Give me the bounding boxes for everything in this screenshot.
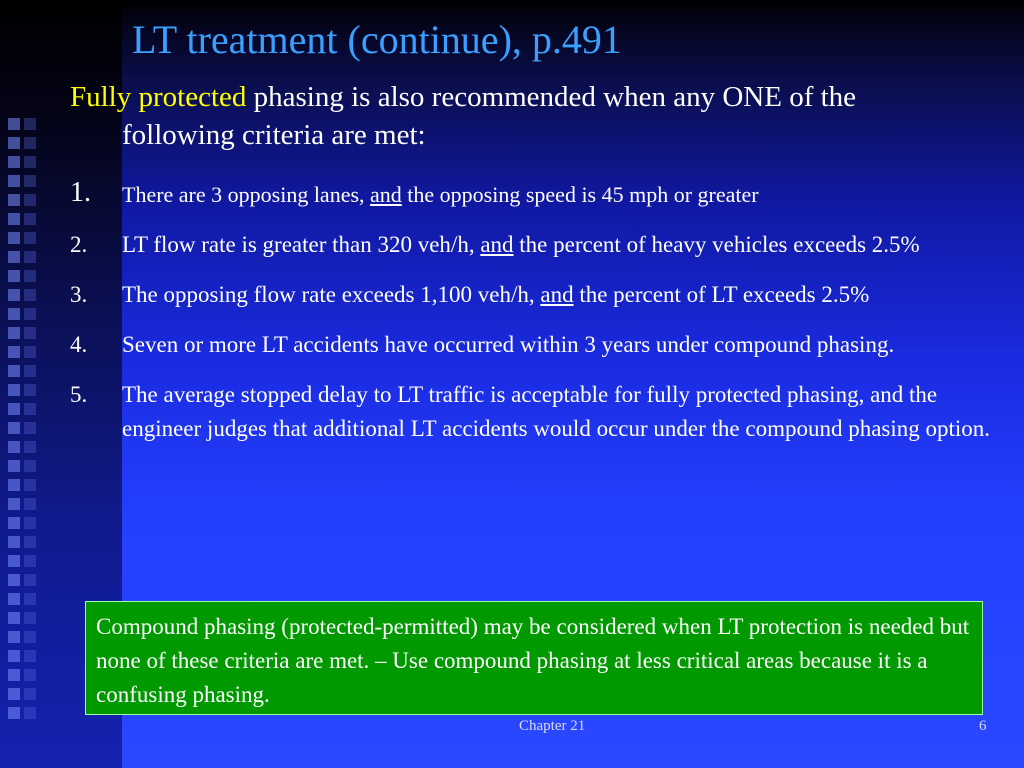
decorative-square <box>24 669 36 681</box>
criterion-text: The opposing flow rate exceeds 1,100 veh/h, <box>122 282 541 307</box>
decorative-square <box>24 593 36 605</box>
decorative-square <box>24 612 36 624</box>
decorative-square <box>8 270 20 282</box>
slide-title: LT treatment (continue), p.491 <box>132 17 622 62</box>
decorative-square <box>8 403 20 415</box>
decorative-square <box>8 593 20 605</box>
intro-continuation: following criteria are met: <box>122 119 426 151</box>
decorative-square <box>8 308 20 320</box>
decorative-square <box>24 251 36 263</box>
decorative-square <box>8 441 20 453</box>
decorative-square <box>24 498 36 510</box>
decorative-square <box>24 650 36 662</box>
decorative-square-row <box>8 574 44 586</box>
decorative-square <box>8 289 20 301</box>
decorative-square <box>24 308 36 320</box>
decorative-square-row <box>8 289 44 301</box>
criteria-list <box>70 178 1000 462</box>
decorative-square <box>8 460 20 472</box>
decorative-square-row <box>8 631 44 643</box>
decorative-square <box>8 175 20 187</box>
decorative-square <box>8 118 20 130</box>
decorative-square-row <box>8 669 44 681</box>
decorative-square <box>24 707 36 719</box>
decorative-square <box>24 555 36 567</box>
decorative-square <box>24 479 36 491</box>
decorative-square-row <box>8 384 44 396</box>
decorative-square <box>24 156 36 168</box>
decorative-square <box>8 137 20 149</box>
decorative-square <box>8 669 20 681</box>
criterion-number: 1. <box>70 177 91 208</box>
criterion-number: 3. <box>70 282 88 307</box>
decorative-square <box>8 574 20 586</box>
decorative-square-row <box>8 460 44 472</box>
decorative-square-row <box>8 536 44 548</box>
decorative-square-row <box>8 688 44 700</box>
criterion-number: 5. <box>70 382 88 407</box>
decorative-square <box>24 422 36 434</box>
decorative-square <box>24 441 36 453</box>
decorative-square <box>8 517 20 529</box>
decorative-square-row <box>8 707 44 719</box>
decorative-square <box>8 479 20 491</box>
decorative-square <box>8 327 20 339</box>
decorative-square-row <box>8 213 44 225</box>
criterion-2 <box>70 228 1000 262</box>
decorative-square-row <box>8 270 44 282</box>
criterion-text: LT flow rate is greater than 320 veh/h, <box>122 232 481 257</box>
decorative-square <box>8 555 20 567</box>
criterion-text: the opposing speed is 45 mph or greater <box>401 182 759 207</box>
decorative-square-row <box>8 403 44 415</box>
decorative-square-row <box>8 251 44 263</box>
decorative-square <box>24 175 36 187</box>
compound-phasing-note: Compound phasing (protected-permitted) may be considered when LT protection is needed but none of these criteria are met. – Use compound phasing at less critical areas because it is a confusing phasing. <box>85 601 983 715</box>
decorative-square <box>24 631 36 643</box>
decorative-square <box>24 365 36 377</box>
intro-paragraph <box>70 78 1010 154</box>
decorative-square <box>8 213 20 225</box>
criterion-number: 2. <box>70 232 88 257</box>
decorative-square <box>8 536 20 548</box>
intro-text: phasing is also recommended when any ONE of the <box>246 81 857 113</box>
decorative-square <box>24 232 36 244</box>
decorative-square <box>8 707 20 719</box>
decorative-square-row <box>8 156 44 168</box>
decorative-square <box>24 137 36 149</box>
decorative-square-row <box>8 650 44 662</box>
criterion-and: and <box>370 182 402 207</box>
decorative-square <box>24 574 36 586</box>
decorative-square-row <box>8 441 44 453</box>
decorative-square <box>24 327 36 339</box>
decorative-square-row <box>8 308 44 320</box>
criterion-text: There are 3 opposing lanes, <box>122 182 371 207</box>
decorative-square-row <box>8 555 44 567</box>
decorative-square <box>24 384 36 396</box>
decorative-square-row <box>8 479 44 491</box>
criterion-and: and <box>540 282 574 307</box>
decorative-square-row <box>8 327 44 339</box>
criterion-text: Seven or more LT accidents have occurred within 3 years under compound phasing. <box>122 332 895 357</box>
decorative-square <box>24 118 36 130</box>
decorative-square <box>24 194 36 206</box>
decorative-square-row <box>8 422 44 434</box>
criterion-number: 4. <box>70 332 88 357</box>
decorative-squares <box>8 118 44 726</box>
intro-highlight: Fully protected <box>70 81 247 113</box>
decorative-square <box>8 156 20 168</box>
decorative-square-row <box>8 232 44 244</box>
decorative-square <box>8 631 20 643</box>
decorative-square <box>24 517 36 529</box>
criterion-5 <box>70 378 1000 446</box>
decorative-square-row <box>8 612 44 624</box>
criterion-4 <box>70 328 1000 362</box>
decorative-square-row <box>8 517 44 529</box>
criterion-and: and <box>480 232 514 257</box>
decorative-square <box>24 289 36 301</box>
footer-chapter: Chapter 21 <box>519 718 586 734</box>
decorative-square <box>8 232 20 244</box>
decorative-square-row <box>8 593 44 605</box>
decorative-square <box>24 460 36 472</box>
decorative-square <box>8 650 20 662</box>
decorative-square <box>8 688 20 700</box>
decorative-square <box>24 270 36 282</box>
criterion-text: the percent of LT exceeds 2.5% <box>573 282 870 307</box>
footer-page-number: 6 <box>979 718 987 734</box>
decorative-square-row <box>8 498 44 510</box>
decorative-square <box>8 422 20 434</box>
decorative-square-row <box>8 137 44 149</box>
decorative-square <box>24 346 36 358</box>
decorative-square <box>24 213 36 225</box>
decorative-square <box>24 688 36 700</box>
decorative-square <box>8 612 20 624</box>
criterion-3 <box>70 278 1000 312</box>
decorative-square <box>8 498 20 510</box>
decorative-square <box>8 194 20 206</box>
decorative-square <box>8 365 20 377</box>
criterion-text: The average stopped delay to LT traffic is acceptable for fully protected phasing, and the engineer judges that additional LT accidents would occur under the compound phasing option. <box>122 382 991 441</box>
decorative-square-row <box>8 365 44 377</box>
criterion-text: the percent of heavy vehicles exceeds 2.5% <box>513 232 920 257</box>
decorative-square-row <box>8 194 44 206</box>
decorative-square <box>24 536 36 548</box>
decorative-square <box>8 346 20 358</box>
decorative-square-row <box>8 118 44 130</box>
decorative-square <box>8 251 20 263</box>
decorative-square-row <box>8 346 44 358</box>
decorative-square <box>8 384 20 396</box>
decorative-square-row <box>8 175 44 187</box>
decorative-square <box>24 403 36 415</box>
criterion-1 <box>70 178 1000 212</box>
